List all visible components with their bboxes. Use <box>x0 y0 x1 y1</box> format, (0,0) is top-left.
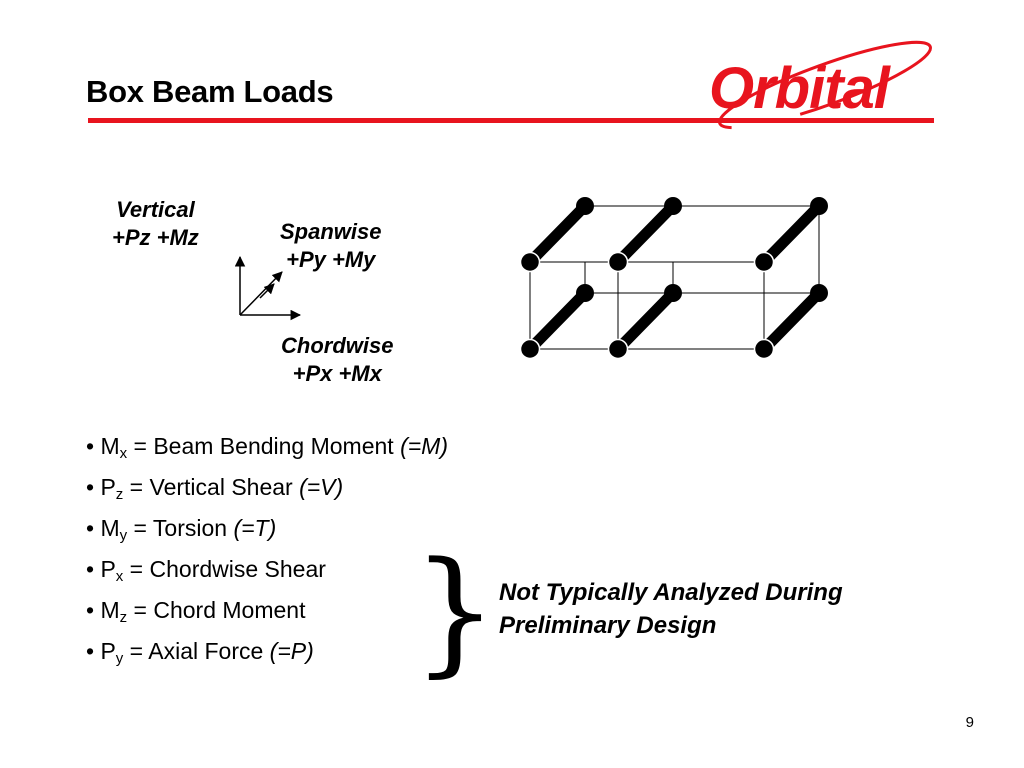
bullet-marker: • <box>86 556 101 582</box>
vertical-axis-name: Vertical <box>116 197 195 222</box>
load-definition-item <box>86 426 448 467</box>
beam-front-node <box>521 253 540 272</box>
spanwise-axis-arrow-secondary <box>260 284 274 298</box>
load-definition-item <box>86 631 448 672</box>
bullet-marker: • <box>86 433 101 459</box>
load-description: = Vertical Shear <box>123 474 300 500</box>
bullet-marker: • <box>86 474 101 500</box>
beam-stringer <box>769 296 816 344</box>
load-subscript: x <box>119 445 128 462</box>
spanwise-axis-loads: +Py +My <box>286 247 376 272</box>
load-definition-item <box>86 590 448 631</box>
beam-front-node <box>521 340 540 359</box>
spanwise-axis-arrow <box>240 272 282 315</box>
vertical-axis-loads: +Pz +Mz <box>112 225 199 250</box>
bullet-marker: • <box>86 597 101 623</box>
beam-front-node <box>609 340 628 359</box>
load-subscript: y <box>115 650 124 667</box>
load-description: = Beam Bending Moment <box>127 433 401 459</box>
load-note: (=M) <box>400 433 449 459</box>
callout-line-2: Preliminary Design <box>499 612 717 639</box>
load-description: = Chord Moment <box>127 597 306 623</box>
load-symbol: M <box>100 433 120 459</box>
logo-wordmark: Orbital <box>709 56 889 121</box>
load-description: = Torsion <box>127 515 234 541</box>
load-description: = Chordwise Shear <box>123 556 326 582</box>
load-symbol: M <box>100 515 120 541</box>
chordwise-axis-name: Chordwise <box>281 333 394 358</box>
beam-stringer <box>623 296 670 344</box>
orbital-logo <box>705 30 945 140</box>
chordwise-axis-loads: +Px +Mx <box>292 361 382 386</box>
slide-title: Box Beam Loads <box>86 74 334 109</box>
load-subscript: y <box>119 527 128 544</box>
load-symbol: P <box>100 474 116 500</box>
load-symbol: P <box>100 638 116 664</box>
beam-stringer <box>623 209 670 257</box>
page-number: 9 <box>965 714 974 731</box>
load-note: (=V) <box>299 474 344 500</box>
beam-front-node <box>755 340 774 359</box>
load-note: (=P) <box>269 638 314 664</box>
coordinate-axes <box>226 252 306 322</box>
beam-stringer <box>535 209 582 257</box>
load-symbol: P <box>100 556 116 582</box>
load-symbol: M <box>100 597 120 623</box>
load-subscript: x <box>115 568 124 585</box>
callout-note <box>499 576 843 642</box>
load-subscript: z <box>119 609 128 626</box>
callout-line-1: Not Typically Analyzed During <box>499 579 843 606</box>
load-note: (=T) <box>233 515 277 541</box>
box-beam-diagram <box>500 185 840 370</box>
bullet-marker: • <box>86 515 101 541</box>
spanwise-axis-name: Spanwise <box>280 219 382 244</box>
vertical-axis-label <box>112 196 199 252</box>
beam-stringer <box>535 296 582 344</box>
load-description: = Axial Force <box>123 638 270 664</box>
load-definition-item <box>86 467 448 508</box>
load-subscript: z <box>115 486 124 503</box>
bullet-marker: • <box>86 638 101 664</box>
beam-front-node <box>755 253 774 272</box>
curly-brace: } <box>412 533 498 690</box>
load-definitions-list <box>86 426 448 672</box>
chordwise-axis-label <box>281 332 393 388</box>
beam-front-node <box>609 253 628 272</box>
beam-stringer <box>769 209 816 257</box>
load-definition-item <box>86 549 448 590</box>
load-definition-item <box>86 508 448 549</box>
